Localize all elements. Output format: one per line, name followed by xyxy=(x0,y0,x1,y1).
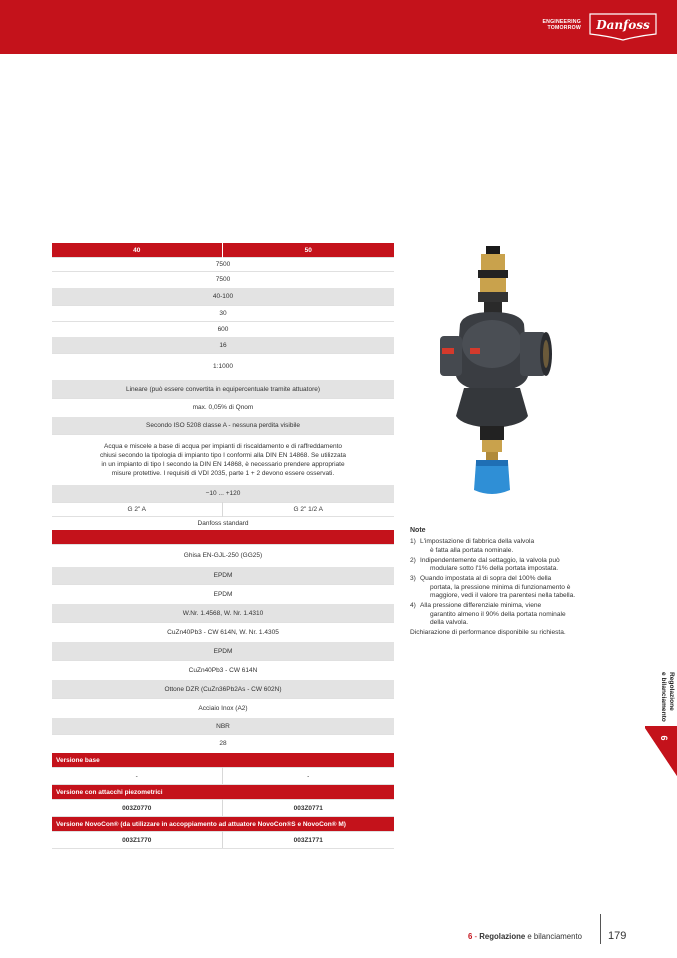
note-item: 4) Alla pressione differenziale minima, viene garantito almeno il 90% della portata nominale della valvola. xyxy=(410,602,566,626)
chapter-number: 6 xyxy=(659,735,669,741)
side-label-line1: Regolazione xyxy=(668,672,675,711)
valve-product-image xyxy=(424,240,560,504)
notes-title: Note xyxy=(410,527,426,534)
table-row: 40-100 xyxy=(52,288,394,306)
table-row: Ottone DZR (CuZn36Pb2As - CW 602N) xyxy=(52,680,394,699)
section-row-piezometrici: Versione con attacchi piezometrici xyxy=(52,785,394,800)
table-divider-row xyxy=(52,530,394,545)
table-row: 16 xyxy=(52,337,394,354)
chapter-tab[interactable] xyxy=(645,676,677,776)
table-row: EPDM xyxy=(52,585,394,604)
section-row-novocon: Versione NovoCon® (da utilizzare in accoppiamento ad attuatore NovoCon®S e NovoCon® M) xyxy=(52,817,394,832)
table-row: Acciaio Inox (A2) xyxy=(52,699,394,718)
table-row: - - xyxy=(52,768,394,785)
note-item: 3) Quando impostata al di sopra del 100% della portata, la pressione minima di funzionamento è maggiore, vedi il valore tra parentesi nella tabella. xyxy=(410,575,576,600)
tagline xyxy=(539,19,581,31)
col-header-40: 40 xyxy=(52,243,222,258)
note-item: 2) Indipendentemente dal settaggio, la valvola può modulare sotto l'1% della portata impostata. xyxy=(410,556,560,573)
table-header-row xyxy=(52,243,394,258)
table-row: 7500 xyxy=(52,272,394,288)
table-row: max. 0,05% di Qnom xyxy=(52,399,394,417)
footer-divider xyxy=(600,914,601,944)
table-row: 600 xyxy=(52,322,394,337)
side-label-line2: e bilanciamento xyxy=(660,672,667,722)
tagline-line1: ENGINEERING xyxy=(542,19,581,25)
table-row: 30 xyxy=(52,306,394,322)
table-row: 003Z1770 003Z1771 xyxy=(52,832,394,849)
note-item: 1) L'impostazione di fabbrica della valvola è fatta alla portata nominale. xyxy=(410,538,535,554)
spec-table xyxy=(52,242,394,849)
page-number: 179 xyxy=(608,930,627,942)
table-row: EPDM xyxy=(52,567,394,585)
table-row: Secondo ISO 5208 classe A - nessuna perdita visibile xyxy=(52,417,394,435)
declaration-text: Dichiarazione di performance disponibile su richiesta. xyxy=(410,629,566,637)
col-header-50: 50 xyxy=(222,243,394,258)
table-row: 28 xyxy=(52,735,394,753)
table-row: NBR xyxy=(52,718,394,735)
danfoss-logo[interactable] xyxy=(588,10,658,42)
table-row: Acqua e miscele a base di acqua per impianti di riscaldamento e di raffreddamento chiusi secondo la tipologia di impianto tipo I conformi alla DIN EN 14868. Se utilizzata in un impianto di tipo I secondo la DIN EN 14868, è necessario prendere appropriate misure protettive. I requisiti di VDI 2035, parte 1 + 2 devono essere osservati. xyxy=(52,435,394,485)
table-row: Lineare (può essere convertita in equipercentuale tramite attuatore) xyxy=(52,380,394,399)
table-row: CuZn40Pb3 - CW 614N xyxy=(52,661,394,680)
table-row: 1:1000 xyxy=(52,354,394,380)
table-row: 7500 xyxy=(52,258,394,272)
logo-text: Danfoss xyxy=(596,18,650,32)
table-row: CuZn40Pb3 - CW 614N, W. Nr. 1.4305 xyxy=(52,623,394,642)
table-row: Ghisa EN-GJL-250 (GG25) xyxy=(52,545,394,567)
notes-section xyxy=(410,527,620,638)
section-row-versione-base: Versione base xyxy=(52,753,394,768)
table-row: −10 ... +120 xyxy=(52,485,394,503)
table-row: EPDM xyxy=(52,642,394,661)
table-row: W.Nr. 1.4568, W. Nr. 1.4310 xyxy=(52,604,394,623)
table-row: G 2" A G 2" 1/2 A xyxy=(52,503,394,517)
table-row: 003Z0770 003Z0771 xyxy=(52,800,394,817)
table-row: Danfoss standard xyxy=(52,517,394,530)
footer-chapter: 6 - Regolazione e bilanciamento xyxy=(468,932,582,941)
tagline-line2: TOMORROW xyxy=(547,25,581,31)
